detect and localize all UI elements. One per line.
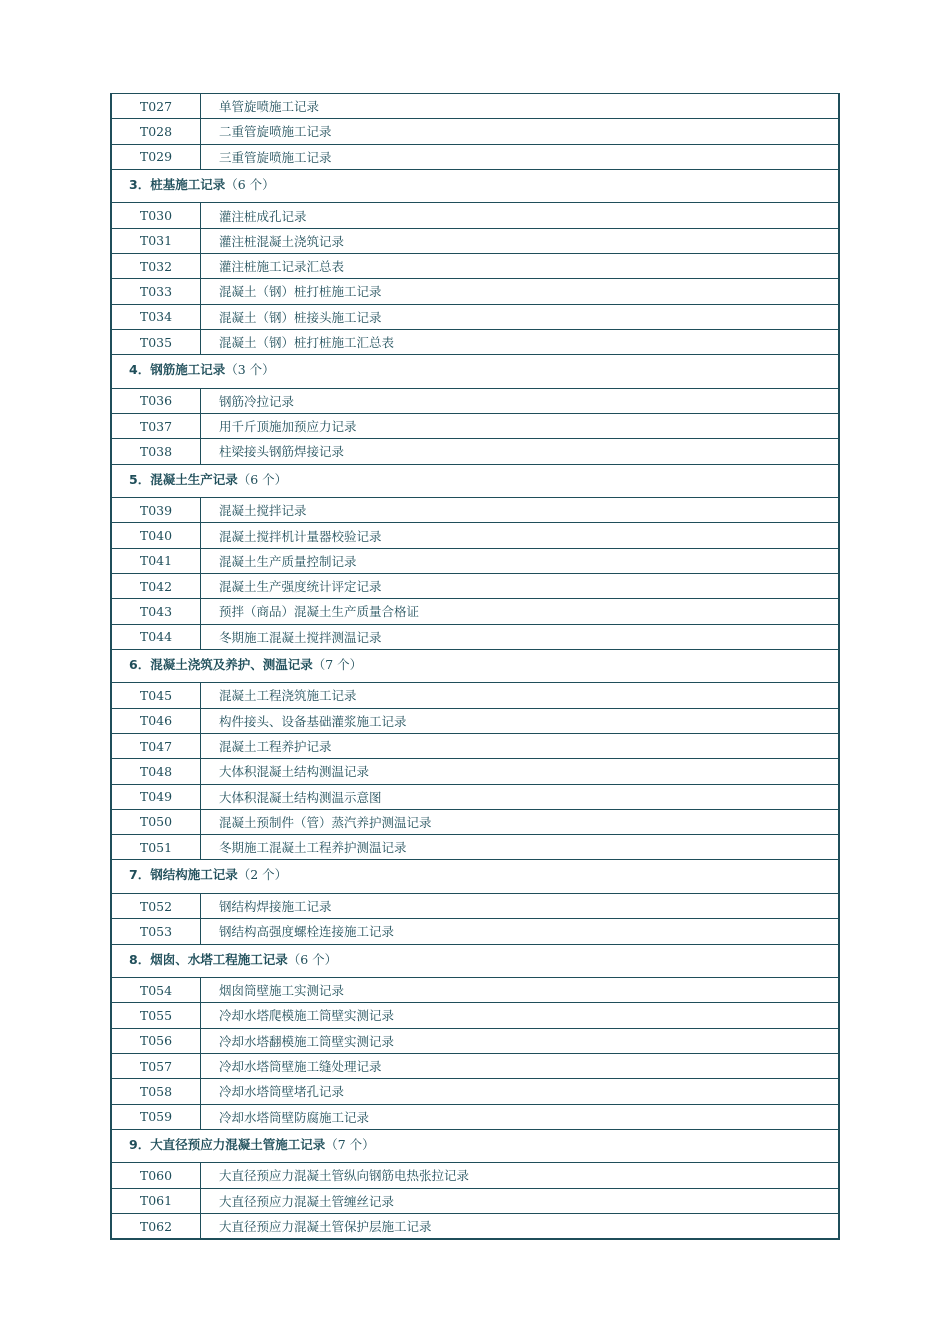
section-header-cell (111, 464, 839, 498)
record-name: 大体积混凝土结构测温示意图 (201, 784, 840, 809)
table-row (111, 835, 839, 860)
record-name: 大体积混凝土结构测温记录 (201, 759, 840, 784)
record-name: 混凝土搅拌记录 (201, 498, 840, 523)
record-code: T050 (111, 809, 201, 834)
record-code: T029 (111, 144, 201, 169)
record-code: T038 (111, 439, 201, 464)
record-name: 单管旋喷施工记录 (201, 94, 840, 119)
record-name: 钢筋冷拉记录 (201, 388, 840, 413)
table-row (111, 978, 839, 1003)
record-code: T056 (111, 1028, 201, 1053)
record-name: 混凝土生产强度统计评定记录 (201, 573, 840, 598)
section-header-row (111, 464, 839, 498)
record-code: T058 (111, 1079, 201, 1104)
record-name: 预拌（商品）混凝土生产质量合格证 (201, 599, 840, 624)
record-code: T040 (111, 523, 201, 548)
record-name: 冷却水塔筒壁堵孔记录 (201, 1079, 840, 1104)
table-row (111, 329, 839, 354)
table-row (111, 1028, 839, 1053)
record-code: T044 (111, 624, 201, 649)
record-code: T047 (111, 733, 201, 758)
section-count: （7 个） (325, 1136, 375, 1152)
record-index-table-body (111, 94, 839, 1240)
record-code: T031 (111, 228, 201, 253)
record-name: 三重管旋喷施工记录 (201, 144, 840, 169)
table-row (111, 624, 839, 649)
record-code: T054 (111, 978, 201, 1003)
record-code: T048 (111, 759, 201, 784)
section-header-cell (111, 1129, 839, 1163)
table-row (111, 388, 839, 413)
section-title: 4．钢筋施工记录 (129, 362, 226, 378)
table-row (111, 683, 839, 708)
section-count: （6 个） (237, 471, 288, 487)
table-row (111, 893, 839, 918)
record-name: 大直径预应力混凝土管缠丝记录 (201, 1188, 840, 1213)
record-name: 冷却水塔筒壁施工缝处理记录 (201, 1053, 840, 1078)
record-name: 灌注桩施工记录汇总表 (201, 253, 840, 278)
record-name: 混凝土预制件（管）蒸汽养护测温记录 (201, 809, 840, 834)
record-code: T028 (111, 119, 201, 144)
section-count: （6 个） (225, 176, 275, 192)
table-row (111, 253, 839, 278)
record-code: T042 (111, 573, 201, 598)
table-row (111, 304, 839, 329)
record-name: 钢结构焊接施工记录 (201, 893, 840, 918)
record-code: T055 (111, 1003, 201, 1028)
table-row (111, 784, 839, 809)
record-name: 冬期施工混凝土搅拌测温记录 (201, 624, 840, 649)
record-name: 冷却水塔筒壁防腐施工记录 (201, 1104, 840, 1129)
record-code: T060 (111, 1163, 201, 1188)
record-code: T046 (111, 708, 201, 733)
section-header-row (111, 860, 839, 894)
section-title: 3．桩基施工记录 (129, 176, 226, 192)
section-count: （7 个） (312, 656, 363, 672)
table-row (111, 413, 839, 438)
record-name: 用千斤顶施加预应力记录 (201, 413, 840, 438)
record-code: T051 (111, 835, 201, 860)
section-title: 5．混凝土生产记录 (129, 471, 238, 487)
record-name: 混凝土工程养护记录 (201, 733, 840, 758)
table-row (111, 279, 839, 304)
table-row (111, 708, 839, 733)
table-row (111, 498, 839, 523)
record-name: 大直径预应力混凝土管保护层施工记录 (201, 1213, 840, 1239)
record-code: T032 (111, 253, 201, 278)
section-header-cell (111, 860, 839, 894)
record-code: T043 (111, 599, 201, 624)
record-code: T052 (111, 893, 201, 918)
record-code: T027 (111, 94, 201, 119)
table-row (111, 94, 839, 119)
section-header-row (111, 1129, 839, 1163)
record-name: 钢结构高强度螺栓连接施工记录 (201, 919, 840, 944)
table-row (111, 599, 839, 624)
table-row (111, 733, 839, 758)
section-header-cell (111, 355, 839, 389)
record-name: 柱梁接头钢筋焊接记录 (201, 439, 840, 464)
record-index-table (110, 93, 840, 1240)
record-code: T061 (111, 1188, 201, 1213)
table-row (111, 144, 839, 169)
record-name: 大直径预应力混凝土管纵向钢筋电热张拉记录 (201, 1163, 840, 1188)
section-header-row (111, 355, 839, 389)
record-name: 混凝土（钢）桩打桩施工记录 (201, 279, 840, 304)
record-code: T030 (111, 203, 201, 228)
table-row (111, 548, 839, 573)
record-name: 灌注桩混凝土浇筑记录 (201, 228, 840, 253)
record-name: 灌注桩成孔记录 (201, 203, 840, 228)
record-name: 烟囱筒壁施工实测记录 (201, 978, 840, 1003)
record-code: T041 (111, 548, 201, 573)
table-row (111, 1053, 839, 1078)
record-code: T053 (111, 919, 201, 944)
record-name: 构件接头、设备基础灌浆施工记录 (201, 708, 840, 733)
record-code: T045 (111, 683, 201, 708)
record-name: 冷却水塔爬模施工筒壁实测记录 (201, 1003, 840, 1028)
record-code: T049 (111, 784, 201, 809)
table-row (111, 809, 839, 834)
record-code: T035 (111, 329, 201, 354)
table-row (111, 1188, 839, 1213)
record-name: 二重管旋喷施工记录 (201, 119, 840, 144)
section-title: 8．烟囱、水塔工程施工记录 (129, 951, 288, 967)
record-code: T037 (111, 413, 201, 438)
section-header-row (111, 169, 839, 203)
table-row (111, 119, 839, 144)
record-name: 混凝土生产质量控制记录 (201, 548, 840, 573)
section-title: 7．钢结构施工记录 (129, 867, 238, 883)
table-row (111, 573, 839, 598)
table-row (111, 1213, 839, 1239)
record-name: 混凝土搅拌机计量器校验记录 (201, 523, 840, 548)
record-name: 混凝土（钢）桩接头施工记录 (201, 304, 840, 329)
table-row (111, 203, 839, 228)
table-row (111, 919, 839, 944)
record-code: T062 (111, 1213, 201, 1239)
record-code: T057 (111, 1053, 201, 1078)
section-header-row (111, 944, 839, 978)
record-code: T059 (111, 1104, 201, 1129)
section-title: 9．大直径预应力混凝土管施工记录 (129, 1136, 326, 1152)
record-code: T036 (111, 388, 201, 413)
section-count: （3 个） (225, 362, 275, 378)
section-count: （2 个） (237, 867, 288, 883)
record-name: 冬期施工混凝土工程养护测温记录 (201, 835, 840, 860)
section-header-cell (111, 944, 839, 978)
table-row (111, 523, 839, 548)
record-code: T034 (111, 304, 201, 329)
record-code: T039 (111, 498, 201, 523)
record-name: 冷却水塔翻模施工筒壁实测记录 (201, 1028, 840, 1053)
section-count: （6 个） (287, 951, 338, 967)
section-header-cell (111, 169, 839, 203)
table-row (111, 439, 839, 464)
table-row (111, 1079, 839, 1104)
table-row (111, 1104, 839, 1129)
section-header-cell (111, 649, 839, 683)
section-header-row (111, 649, 839, 683)
record-code: T033 (111, 279, 201, 304)
record-name: 混凝土（钢）桩打桩施工汇总表 (201, 329, 840, 354)
table-row (111, 759, 839, 784)
table-row (111, 1003, 839, 1028)
record-name: 混凝土工程浇筑施工记录 (201, 683, 840, 708)
table-row (111, 228, 839, 253)
table-row (111, 1163, 839, 1188)
section-title: 6．混凝土浇筑及养护、测温记录 (129, 656, 313, 672)
